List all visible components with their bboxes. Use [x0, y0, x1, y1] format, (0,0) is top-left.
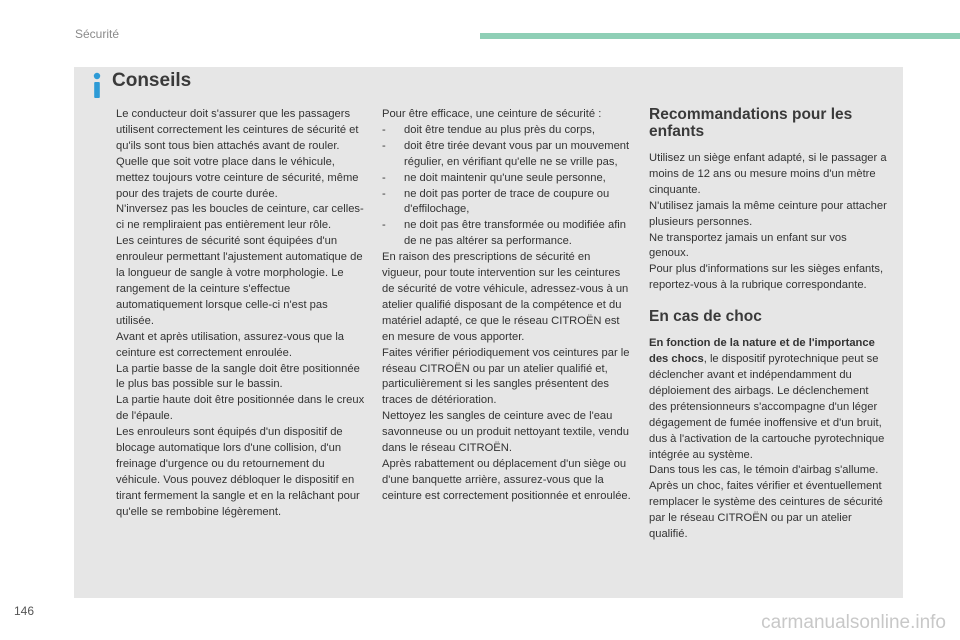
list-item-text: ne doit pas porter de trace de coupure ou d'effilochage, [404, 187, 610, 216]
list-item-text: doit être tirée devant vous par un mouvement régulier, en vérifiant qu'elle ne se vrille pas, [404, 139, 630, 168]
col1-paragraph: La partie haute doit être positionnée dans le creux de l'épaule. [116, 394, 365, 423]
col2-paragraph: Faites vérifier périodiquement vos ceintures par le réseau CITROËN ou par un atelier qualifié et, particulièrement si les sangles présentent des traces de détérioration. [382, 346, 630, 407]
column-3 [649, 106, 889, 543]
list-item [382, 218, 632, 250]
list-dash: - [382, 139, 386, 152]
col1-paragraph: N'inversez pas les boucles de ceinture, car celles-ci ne rempliraient pas entièrement leur rôle. [116, 203, 364, 232]
col2-intro: Pour être efficace, une ceinture de sécurité : [382, 108, 602, 120]
crash-heading: En cas de choc [649, 308, 762, 326]
list-dash: - [382, 171, 386, 184]
col3-paragraph: N'utilisez jamais la même ceinture pour attacher plusieurs personnes. [649, 199, 887, 228]
col2-paragraph: En raison des prescriptions de sécurité en vigueur, pour toute intervention sur les ceintures de sécurité de votre véhicule, adressez-vous à un atelier qualifié disposant de la compétence et du matériel adapté, ce que le réseau CITROËN est en mesure de vous apporter. [382, 251, 629, 343]
section-title: Sécurité [75, 27, 120, 41]
column-1 [116, 107, 366, 521]
col3-paragraph: Après un choc, faites vérifier et éventuellement remplacer le système des ceintures de sécurité par le réseau CITROËN ou par un atelier qualifié. [649, 480, 883, 541]
list-item-text: ne doit pas être transformée ou modifiée afin de ne pas altérer sa performance. [404, 219, 627, 248]
list-dash: - [382, 187, 386, 200]
list-item [382, 139, 632, 171]
col1-paragraph: Avant et après utilisation, assurez-vous que la ceinture est correctement enroulée. [116, 330, 345, 359]
col3-paragraph: Utilisez un siège enfant adapté, si le passager a moins de 12 ans ou mesure moins d'un mètre cinquante. [649, 152, 887, 196]
list-item [382, 187, 632, 219]
info-icon [90, 72, 104, 100]
col2-paragraph: Après rabattement ou déplacement d'un siège ou d'une banquette arrière, assurez-vous que la ceinture est correctement positionnée et enroulée. [382, 457, 631, 502]
lead-rest-text: , le dispositif pyrotechnique peut se déclencher avant et indépendamment du déploiement des airbags. Le déclenchement des prétensionneurs s'accompagne d'un léger dégagement de fumée inoffensive et d'un bruit, dus à l'activation de la cartouche pyrotechnique intégrée au système. [649, 353, 885, 461]
list-dash: - [382, 219, 386, 232]
list-item [382, 171, 632, 187]
list-item [382, 123, 632, 139]
lead-bold-text: En fonction de la nature et de l'importance des chocs [649, 337, 875, 366]
col1-paragraph: Quelle que soit votre place dans le véhicule, mettez toujours votre ceinture de sécurité, même pour des trajets de courte durée. [116, 155, 359, 200]
col1-paragraph: Le conducteur doit s'assurer que les passagers utilisent correctement les ceintures de sécurité et qu'ils sont tous bien attachés avant de rouler. [116, 108, 359, 152]
col1-paragraph: Les ceintures de sécurité sont équipées d'un enrouleur permettant l'ajustement automatique de la longueur de sangle à votre morphologie. Le rangement de la ceinture s'effectue automatiquement lorsque celle-ci n'est pas utilisée. [116, 235, 363, 327]
col3-paragraph: Dans tous les cas, le témoin d'airbag s'allume. [649, 464, 879, 477]
children-heading: Recommandations pour les enfants [649, 106, 853, 140]
col2-paragraph: Nettoyez les sangles de ceinture avec de l'eau savonneuse ou un produit nettoyant textile, vendu dans le réseau CITROËN. [382, 410, 629, 455]
column-2 [382, 107, 632, 505]
page-number: 146 [14, 604, 35, 618]
panel-title: Conseils [112, 70, 192, 91]
header-accent-rule [480, 33, 960, 39]
list-dash: - [382, 123, 386, 136]
col1-paragraph: La partie basse de la sangle doit être positionnée le plus bas possible sur le bassin. [116, 362, 360, 391]
col1-paragraph: Les enrouleurs sont équipés d'un dispositif de blocage automatique lors d'une collision, d'un freinage d'urgence ou du retournement du véhicule. Vous pouvez débloquer le dispositif en tirant fermement la sangle et en la relâchant pour qu'elle se rembobine légèrement. [116, 426, 360, 518]
list-item-text: ne doit maintenir qu'une seule personne, [404, 171, 606, 184]
col3-paragraph: Pour plus d'informations sur les sièges enfants, reportez-vous à la rubrique correspondante. [649, 263, 884, 292]
col3-paragraph: Ne transportez jamais un enfant sur vos genoux. [649, 231, 847, 260]
watermark: carmanualsonline.info [761, 612, 946, 633]
col3-lead-paragraph [649, 336, 889, 463]
list-item-text: doit être tendue au plus près du corps, [404, 123, 595, 136]
